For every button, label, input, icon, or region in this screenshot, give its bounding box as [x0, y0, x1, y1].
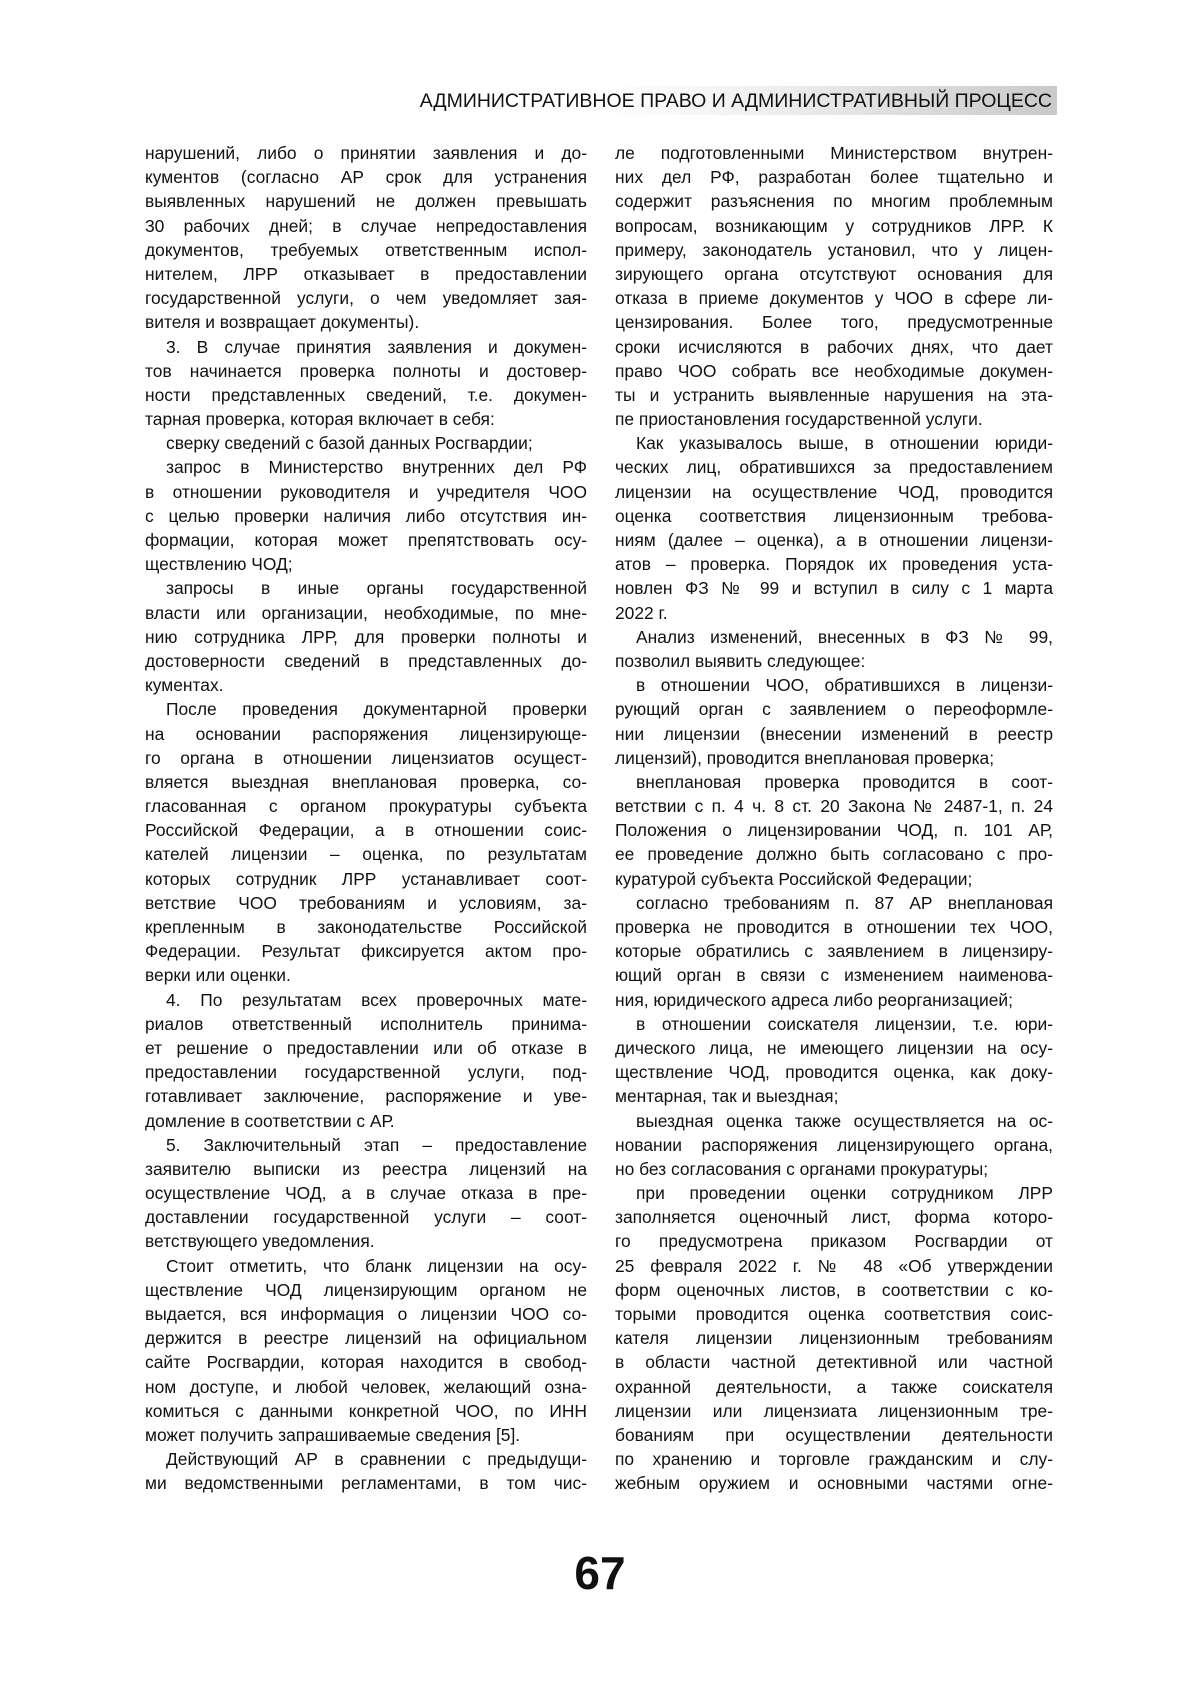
text-line: Российской Федерации, а в отношении соис- [145, 818, 587, 842]
text-line: рующий орган с заявлением о переоформле- [615, 697, 1053, 721]
paragraph [145, 431, 587, 455]
text-line: го органа в отношении лицензиатов осущест- [145, 746, 587, 770]
text-line: готавливает заключение, распоряжение и уве- [145, 1084, 587, 1108]
text-line: После проведения документарной проверки [145, 697, 587, 721]
text-line: ветствии с п. 4 ч. 8 ст. 20 Закона № 2487-1, п. 24 [615, 794, 1053, 818]
text-line: ветствие ЧОО требованиям и условиям, за- [145, 891, 587, 915]
text-line: Анализ изменений, внесенных в ФЗ № 99, [615, 625, 1053, 649]
text-line: ми ведомственными регламентами, в том чис- [145, 1471, 587, 1495]
text-line: ном доступе, и любой человек, желающий озна- [145, 1375, 587, 1399]
text-line: держится в реестре лицензий на официальном [145, 1326, 587, 1350]
text-line: сайте Росгвардии, которая находится в свобод- [145, 1350, 587, 1374]
text-line: ее проведение должно быть согласовано с про- [615, 842, 1053, 866]
text-line: по хранению и торговле гражданским и слу- [615, 1447, 1053, 1471]
running-header-title: АДМИНИСТРАТИВНОЕ ПРАВО И АДМИНИСТРАТИВНЫЙ ПРОЦЕСС [420, 88, 1052, 114]
text-line: торыми проводится оценка соответствия соис- [615, 1302, 1053, 1326]
text-line: вителя и возвращает документы). [145, 310, 587, 334]
text-line: них дел РФ, разработан более тщательно и [615, 165, 1053, 189]
text-line: дического лица, не имеющего лицензии на осу- [615, 1036, 1053, 1060]
text-line: 25 февраля 2022 г. № 48 «Об утверждении [615, 1254, 1053, 1278]
text-line: сверку сведений с базой данных Росгвардии; [145, 431, 587, 455]
text-line: форм оценочных листов, в соответствии с ко- [615, 1278, 1053, 1302]
text-line: нию сотрудника ЛРР, для проверки полноты и [145, 625, 587, 649]
paragraph [615, 1012, 1053, 1109]
text-line: 3. В случае принятия заявления и докумен- [145, 335, 587, 359]
text-line: выдается, вся информация о лицензии ЧОО со- [145, 1302, 587, 1326]
text-line: в отношении руководителя и учредителя ЧОО [145, 480, 587, 504]
text-line: которые обратились с заявлением в лицензиру- [615, 939, 1053, 963]
paragraph [615, 891, 1053, 1012]
text-line: ществлению ЧОД; [145, 552, 587, 576]
text-line: Действующий АР в сравнении с предыдущи- [145, 1447, 587, 1471]
text-line: примеру, законодатель установил, что у лицен- [615, 238, 1053, 262]
text-line: формации, которая может препятствовать осу- [145, 528, 587, 552]
text-line: заявителю выписки из реестра лицензий на [145, 1157, 587, 1181]
text-line: с целью проверки наличия либо отсутствия ин- [145, 504, 587, 528]
page-number: 67 [0, 1546, 1200, 1600]
paragraph [145, 141, 587, 335]
text-line: нителем, ЛРР отказывает в предоставлении [145, 262, 587, 286]
text-line: тарная проверка, которая включает в себя: [145, 407, 587, 431]
text-line: может получить запрашиваемые сведения [5]. [145, 1423, 587, 1447]
text-line: ществление ЧОД, проводится оценка, как доку- [615, 1060, 1053, 1084]
paragraph [145, 1133, 587, 1254]
text-line: Федерации. Результат фиксируется актом про- [145, 939, 587, 963]
text-line: ющий орган в связи с изменением наименова- [615, 963, 1053, 987]
text-line: домление в соответствии с АР. [145, 1109, 587, 1133]
text-line: ческих лиц, обратившихся за предоставлением [615, 455, 1053, 479]
text-line: ниям (далее – оценка), а в отношении лицензи- [615, 528, 1053, 552]
text-line: кателя лицензии лицензионным требованиям [615, 1326, 1053, 1350]
text-line: доставлении государственной услуги – соот- [145, 1205, 587, 1229]
text-line: выявленных нарушений не должен превышать [145, 189, 587, 213]
text-line: ности представленных сведений, т.е. докумен- [145, 383, 587, 407]
text-line: кателей лицензии – оценка, по результатам [145, 842, 587, 866]
text-line: согласно требованиям п. 87 АР внеплановая [615, 891, 1053, 915]
paragraph [145, 697, 587, 987]
text-line: запрос в Министерство внутренних дел РФ [145, 455, 587, 479]
text-line: вляется выездная внеплановая проверка, со- [145, 770, 587, 794]
text-line: ществление ЧОД лицензирующим органом не [145, 1278, 587, 1302]
text-line: запросы в иные органы государственной [145, 576, 587, 600]
text-line: Как указывалось выше, в отношении юриди- [615, 431, 1053, 455]
text-line: бованиям при осуществлении деятельности [615, 1423, 1053, 1447]
text-line: охранной деятельности, а также соискателя [615, 1375, 1053, 1399]
text-line: ветствующего уведомления. [145, 1229, 587, 1253]
paragraph [615, 625, 1053, 673]
text-line: 30 рабочих дней; в случае непредоставления [145, 214, 587, 238]
text-line: позволил выявить следующее: [615, 649, 1053, 673]
text-line: но без согласования с органами прокуратуры; [615, 1157, 1053, 1181]
text-line: право ЧОО собрать все необходимые докумен- [615, 359, 1053, 383]
text-line: атов – проверка. Порядок их проведения уста- [615, 552, 1053, 576]
text-line: тов начинается проверка полноты и достовер- [145, 359, 587, 383]
text-line: ния, юридического адреса либо реорганизацией; [615, 988, 1053, 1012]
text-line: крепленным в законодательстве Российской [145, 915, 587, 939]
text-line: го предусмотрена приказом Росгвардии от [615, 1229, 1053, 1253]
paragraph [145, 335, 587, 432]
text-line: ты и устранить выявленные нарушения на эта- [615, 383, 1053, 407]
text-line: лицензии на осуществление ЧОД, проводится [615, 480, 1053, 504]
text-line: на основании распоряжения лицензирующе- [145, 722, 587, 746]
text-line: 4. По результатам всех проверочных мате- [145, 988, 587, 1012]
paragraph [145, 455, 587, 576]
text-line: в области частной детективной или частной [615, 1350, 1053, 1374]
paragraph [145, 1254, 587, 1448]
text-line: пе приостановления государственной услуги. [615, 407, 1053, 431]
text-line: гласованная с органом прокуратуры субъекта [145, 794, 587, 818]
text-line: новлен ФЗ № 99 и вступил в силу с 1 марта [615, 576, 1053, 600]
text-line: достоверности сведений в представленных до- [145, 649, 587, 673]
text-line: риалов ответственный исполнитель принима- [145, 1012, 587, 1036]
text-line: новании распоряжения лицензирующего органа, [615, 1133, 1053, 1157]
text-line: зирующего органа отсутствуют основания для [615, 262, 1053, 286]
paragraph [615, 673, 1053, 770]
text-line: лицензий), проводится внеплановая проверка; [615, 746, 1053, 770]
text-line: куратурой субъекта Российской Федерации; [615, 867, 1053, 891]
text-line: ле подготовленными Министерством внутрен- [615, 141, 1053, 165]
text-line: власти или организации, необходимые, по мне- [145, 601, 587, 625]
text-line: кументах. [145, 673, 587, 697]
text-line: отказа в приеме документов у ЧОО в сфере ли- [615, 286, 1053, 310]
text-line: в отношении соискателя лицензии, т.е. юри- [615, 1012, 1053, 1036]
text-column-left [145, 141, 587, 1496]
text-line: заполняется оценочный лист, форма которо- [615, 1205, 1053, 1229]
text-line: комиться с данными конкретной ЧОО, по ИНН [145, 1399, 587, 1423]
text-line: проверка не проводится в отношении тех ЧОО, [615, 915, 1053, 939]
paragraph [615, 770, 1053, 891]
text-line: верки или оценки. [145, 963, 587, 987]
paragraph [145, 576, 587, 697]
text-line: ет решение о предоставлении или об отказе в [145, 1036, 587, 1060]
text-line: которых сотрудник ЛРР устанавливает соот- [145, 867, 587, 891]
text-line: вопросам, возникающим у сотрудников ЛРР. К [615, 214, 1053, 238]
text-line: ментарная, так и выездная; [615, 1084, 1053, 1108]
text-line: лицензии или лицензиата лицензионным тре- [615, 1399, 1053, 1423]
text-line: 2022 г. [615, 601, 1053, 625]
text-line: государственной услуги, о чем уведомляет зая- [145, 286, 587, 310]
text-line: Стоит отметить, что бланк лицензии на осу- [145, 1254, 587, 1278]
paragraph [145, 988, 587, 1133]
text-line: нии лицензии (внесении изменений в реестр [615, 722, 1053, 746]
text-line: содержит разъяснения по многим проблемным [615, 189, 1053, 213]
text-line: при проведении оценки сотрудником ЛРР [615, 1181, 1053, 1205]
paragraph [615, 431, 1053, 625]
text-line: документов, требуемых ответственным испол- [145, 238, 587, 262]
text-line: выездная оценка также осуществляется на ос- [615, 1109, 1053, 1133]
text-line: 5. Заключительный этап – предоставление [145, 1133, 587, 1157]
paragraph [615, 1181, 1053, 1495]
paragraph [145, 1447, 587, 1495]
text-line: жебным оружием и основными частями огне- [615, 1471, 1053, 1495]
text-column-right [615, 141, 1053, 1496]
paragraph [615, 141, 1053, 431]
text-line: оценка соответствия лицензионным требова- [615, 504, 1053, 528]
text-line: сроки исчисляются в рабочих днях, что дает [615, 335, 1053, 359]
text-line: в отношении ЧОО, обратившихся в лицензи- [615, 673, 1053, 697]
text-line: осуществление ЧОД, а в случае отказа в пре- [145, 1181, 587, 1205]
text-line: предоставлении государственной услуги, под- [145, 1060, 587, 1084]
text-line: внеплановая проверка проводится в соот- [615, 770, 1053, 794]
text-line: нарушений, либо о принятии заявления и до- [145, 141, 587, 165]
text-line: кументов (согласно АР срок для устранения [145, 165, 587, 189]
paragraph [615, 1109, 1053, 1182]
text-line: Положения о лицензировании ЧОД, п. 101 АР, [615, 818, 1053, 842]
text-line: цензирования. Более того, предусмотренные [615, 310, 1053, 334]
